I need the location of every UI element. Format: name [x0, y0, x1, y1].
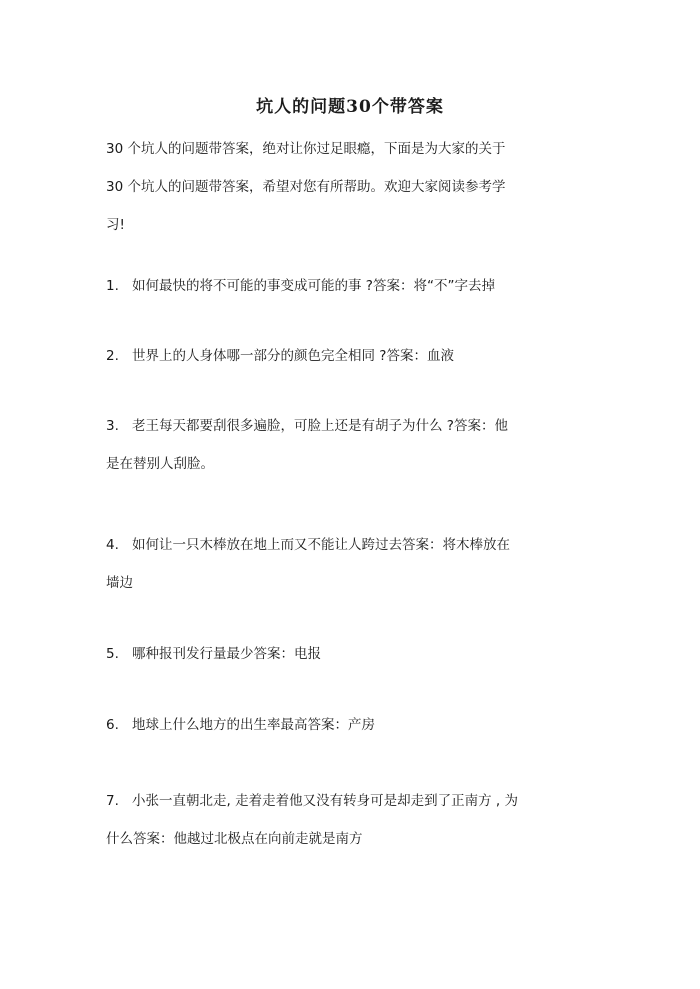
- intro-line: 30 个坑人的问题带答案，希望对您有所帮助。欢迎大家阅读参考学: [106, 179, 506, 195]
- item-text: 墙边: [106, 575, 133, 591]
- item-text: 地球上什么地方的出生率最高答案：产房: [132, 717, 375, 733]
- item-number: 6.: [106, 717, 119, 733]
- item-number: 7.: [106, 793, 119, 809]
- intro-line: 习!: [106, 217, 125, 233]
- item-text: 哪种报刊发行量最少答案：电报: [132, 646, 321, 662]
- item-number: 5.: [106, 646, 119, 662]
- qa-item-5: [106, 635, 596, 673]
- qa-item-1: [106, 267, 596, 305]
- item-text: 世界上的人身体哪一部分的颜色完全相同 ?答案：血液: [132, 348, 454, 364]
- item-number: 1.: [106, 278, 119, 294]
- item-text: 小张一直朝北走, 走着走着他又没有转身可是却走到了正南方 , 为: [132, 793, 518, 809]
- intro-line: 30 个坑人的问题带答案，绝对让你过足眼瘾，下面是为大家的关于: [106, 141, 506, 157]
- qa-item-4: [106, 526, 596, 602]
- item-text: 如何让一只木棒放在地上而又不能让人跨过去答案：将木棒放在: [132, 537, 510, 553]
- item-number: 3.: [106, 418, 119, 434]
- qa-item-2: [106, 337, 596, 375]
- qa-item-6: [106, 706, 596, 744]
- item-number: 2.: [106, 348, 119, 364]
- item-number: 4.: [106, 537, 119, 553]
- document-title: 坑人的问题30个带答案: [256, 97, 444, 117]
- qa-item-7: [106, 782, 596, 858]
- qa-item-3: [106, 407, 596, 483]
- intro-paragraph: [106, 130, 596, 244]
- item-text: 什么答案：他越过北极点在向前走就是南方: [106, 831, 363, 847]
- item-text: 如何最快的将不可能的事变成可能的事 ?答案：将“不”字去掉: [132, 278, 495, 294]
- item-text: 是在替别人刮脸。: [106, 456, 214, 472]
- item-text: 老王每天都要刮很多遍脸，可脸上还是有胡子为什么 ?答案：他: [132, 418, 508, 434]
